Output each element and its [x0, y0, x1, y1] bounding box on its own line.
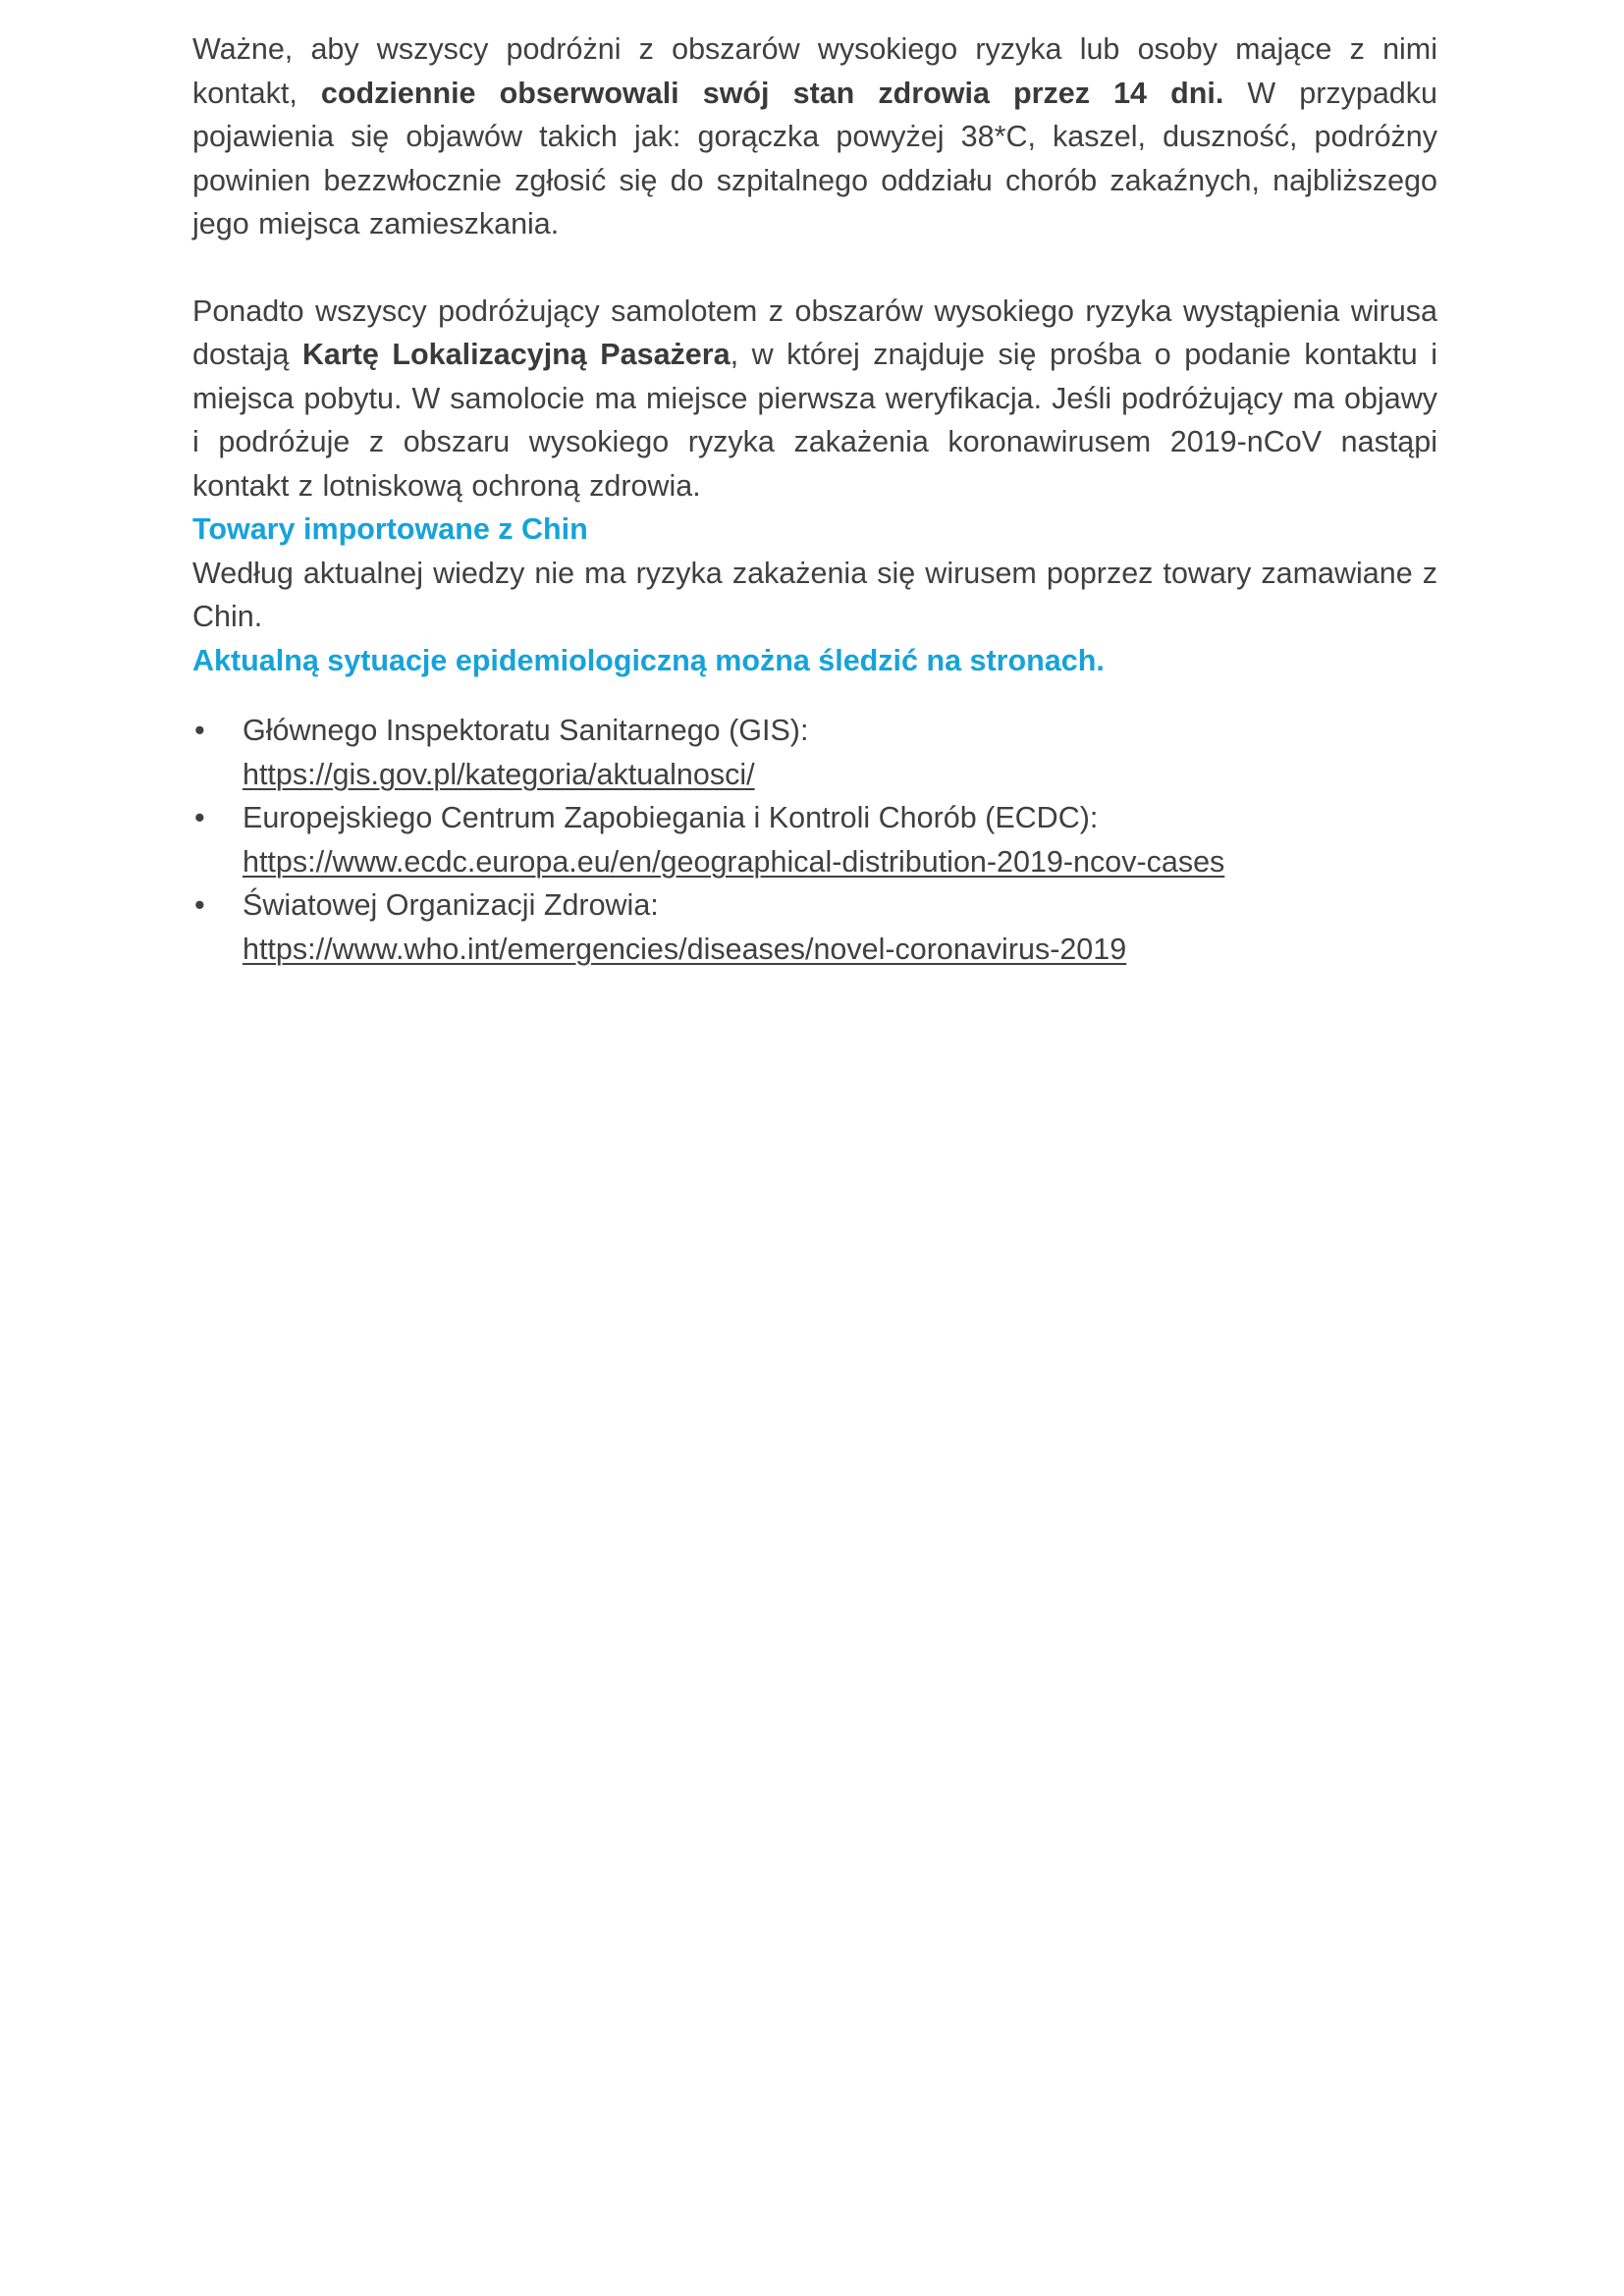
source-label-gis: Głównego Inspektoratu Sanitarnego (GIS):	[243, 714, 809, 747]
source-label-ecdc: Europejskiego Centrum Zapobiegania i Kontroli Chorób (ECDC):	[243, 801, 1099, 834]
list-item	[192, 709, 1437, 796]
source-label-who: Światowej Organizacji Zdrowia:	[243, 888, 659, 922]
paragraph-2-text-start: Ponadto wszyscy podróżujący samolotem z obszarów wysokiego ryzyka wystąpienia wirusa dostają	[192, 294, 1437, 371]
bullet-icon: •	[194, 801, 205, 834]
paragraph-imported-goods: Według aktualnej wiedzy nie ma ryzyka zakażenia się wirusem poprzez towary zamawiane z Chin.	[192, 556, 1437, 633]
link-who[interactable]: https://www.who.int/emergencies/diseases/novel-coronavirus-2019	[243, 932, 1127, 966]
heading-epidemiological-sources: Aktualną sytuacje epidemiologiczną można śledzić na stronach.	[192, 643, 1105, 677]
list-item	[192, 883, 1437, 971]
bullet-icon: •	[194, 888, 205, 922]
heading-imported-goods: Towary importowane z Chin	[192, 512, 588, 546]
paragraph-passenger-card	[192, 290, 1437, 508]
list-item	[192, 796, 1437, 883]
bullet-icon: •	[194, 714, 205, 747]
paragraph-2-bold-emphasis: Kartę Lokalizacyjną Pasażera	[301, 338, 731, 371]
paragraph-spacer	[192, 246, 1437, 290]
sources-list	[192, 709, 1437, 971]
paragraph-1-text-start: Ważne, aby wszyscy podróżni z obszarów wysokiego ryzyka lub osoby mające z nimi kontakt,	[192, 32, 1437, 110]
link-gis[interactable]: https://gis.gov.pl/kategoria/aktualnosci/	[243, 757, 755, 791]
paragraph-1-text-end: W przypadku pojawienia się objawów takich jak: gorączka powyżej 38*C, kaszel, duszność, podróżny powinien bezzwłocznie zgłosić się do szpitalnego oddziału chorób zakaźnych, najbliższego jego miejsca zamieszkania.	[192, 76, 1437, 240]
link-ecdc[interactable]: https://www.ecdc.europa.eu/en/geographical-distribution-2019-ncov-cases	[243, 844, 1225, 879]
paragraph-1-bold-emphasis: codziennie obserwowali swój stan zdrowia przez 14 dni.	[320, 76, 1224, 110]
document-page	[192, 27, 1437, 971]
paragraph-health-monitoring	[192, 27, 1437, 246]
paragraph-2-text-end: , w której znajduje się prośba o podanie kontaktu i miejsca pobytu. W samolocie ma miejsce pierwsza weryfikacja. Jeśli podróżujący ma objawy i podróżuje z obszaru wysokiego ryzyka zakażenia koronawirusem 2019-nCoV nastąpi kontakt z lotniskową ochroną zdrowia.	[192, 338, 1438, 503]
